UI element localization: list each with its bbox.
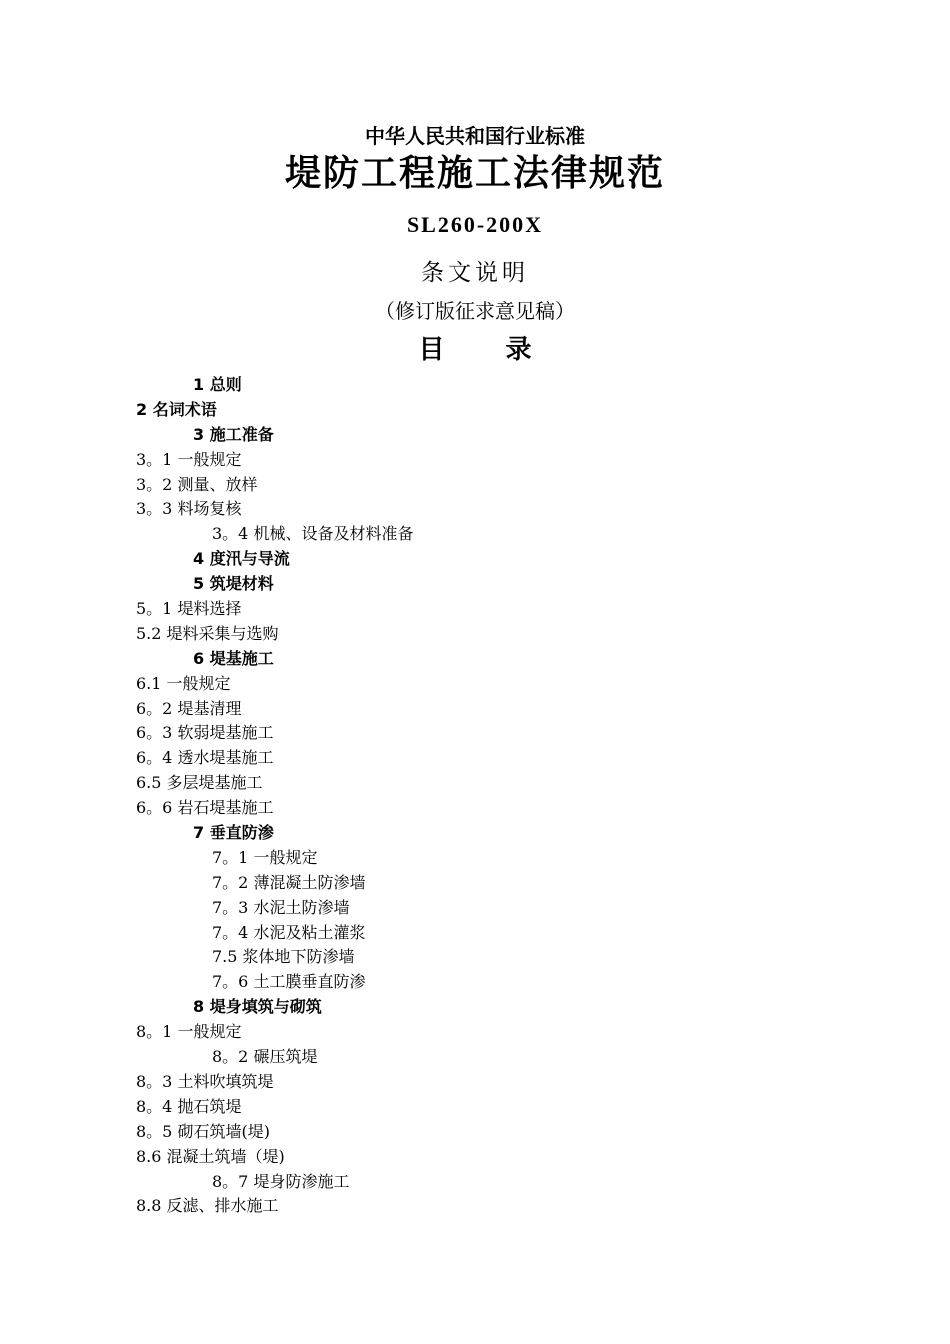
toc-entry: 8 堤身填筑与砌筑 xyxy=(193,997,322,1017)
toc-entry: 8。3 土料吹填筑堤 xyxy=(136,1071,274,1091)
document-subtitle: 条文说明 xyxy=(421,260,529,286)
toc-entry: 7 垂直防渗 xyxy=(193,823,274,843)
toc-heading: 目 录 xyxy=(418,335,558,365)
standard-code: SL260-200X xyxy=(406,212,544,237)
toc-entry: 5 筑堤材料 xyxy=(193,574,274,594)
toc-entry: 8.8 反滤、排水施工 xyxy=(136,1196,279,1216)
draft-note: （修订版征求意见稿） xyxy=(375,299,575,323)
table-of-contents xyxy=(0,373,950,1219)
toc-entry: 3 施工准备 xyxy=(193,424,274,444)
toc-entry: 3。2 测量、放样 xyxy=(136,474,258,494)
toc-entry: 4 度汛与导流 xyxy=(193,549,290,569)
toc-entry: 8。2 碾压筑堤 xyxy=(212,1047,318,1067)
document-title: 堤防工程施工法律规范 xyxy=(284,153,665,194)
toc-entry: 6。6 岩石堤基施工 xyxy=(136,798,274,818)
toc-entry: 7。6 土工膜垂直防渗 xyxy=(212,972,366,992)
toc-entry: 7。2 薄混凝土防渗墙 xyxy=(212,872,366,892)
toc-entry: 3。4 机械、设备及材料准备 xyxy=(212,524,414,544)
toc-entry: 8。4 抛石筑堤 xyxy=(136,1096,242,1116)
toc-entry: 3。1 一般规定 xyxy=(136,449,242,469)
toc-entry: 6。4 透水堤基施工 xyxy=(136,748,274,768)
toc-entry: 1 总则 xyxy=(193,375,242,394)
toc-entry: 6.1 一般规定 xyxy=(136,673,231,693)
toc-entry: 7。1 一般规定 xyxy=(212,847,318,867)
toc-entry: 6.5 多层堤基施工 xyxy=(136,773,263,793)
toc-entry: 6 堤基施工 xyxy=(193,648,274,668)
document-org-line: 中华人民共和国行业标准 xyxy=(365,124,585,148)
toc-entry: 8.6 混凝土筑墙（堤) xyxy=(136,1146,285,1166)
toc-entry: 7。3 水泥土防渗墙 xyxy=(212,897,350,917)
toc-entry: 2 名词术语 xyxy=(136,399,217,419)
toc-entry: 7。4 水泥及粘土灌浆 xyxy=(212,922,366,942)
toc-entry: 8。7 堤身防渗施工 xyxy=(212,1171,350,1191)
toc-entry: 6。3 软弱堤基施工 xyxy=(136,723,274,743)
toc-entry: 6。2 堤基清理 xyxy=(136,698,242,718)
toc-entry: 5.2 堤料采集与选购 xyxy=(136,623,279,643)
toc-entry: 8。5 砌石筑墙(堤) xyxy=(136,1121,270,1141)
toc-entry: 5。1 堤料选择 xyxy=(136,599,242,619)
toc-entry: 8。1 一般规定 xyxy=(136,1022,242,1042)
toc-entry: 3。3 料场复核 xyxy=(136,499,242,519)
toc-entry: 7.5 浆体地下防渗墙 xyxy=(212,947,355,967)
